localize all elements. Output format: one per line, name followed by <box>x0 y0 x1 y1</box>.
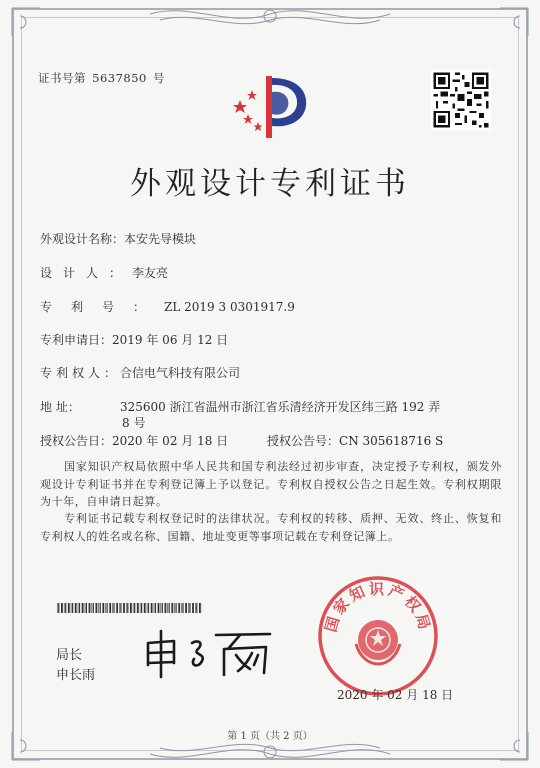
grant-number-label: 授权公告号： <box>267 434 340 448</box>
seal-text: 国家知识产权局 <box>321 580 435 635</box>
grant-date-value: 2020 年 02 月 18 日 <box>112 434 229 448</box>
designer-label: 设计人： <box>40 266 133 280</box>
grant-date-row <box>40 432 228 449</box>
certificate-number-label: 证书号第 <box>38 71 86 85</box>
certificate-number-suffix: 号 <box>153 71 166 85</box>
grant-date-label: 授权公告日： <box>40 434 113 448</box>
address-value-line2: 8 号 <box>122 416 146 430</box>
grant-number-value: CN 305618716 S <box>339 434 444 448</box>
page-footer: 第 1 页（共 2 页） <box>227 731 313 742</box>
filing-date-row <box>40 331 228 348</box>
certificate-number-value: 5637850 <box>92 71 147 85</box>
design-name-value: 本安先导模块 <box>124 232 197 246</box>
patentee-label: 专利权人： <box>40 366 121 380</box>
paragraph-grant: 国家知识产权局依照中华人民共和国专利法经过初步审查，决定授予专利权，颁发外观设计专利证书并在专利登记簿上予以登记。专利权自授权公告之日起生效。专利权期限为十年，自申请日起算。 <box>40 460 502 508</box>
filing-date-value: 2019 年 06 月 12 日 <box>112 333 229 347</box>
patent-office-logo-icon <box>226 70 312 142</box>
certificate-number <box>38 70 167 86</box>
address-value: 325600 浙江省温州市浙江省乐清经济开发区纬三路 192 弄 <box>120 400 441 414</box>
director-title: 局长 <box>56 648 83 663</box>
patentee-row <box>40 364 240 381</box>
address-label: 地 址： <box>40 400 80 414</box>
qr-code-icon <box>431 70 491 130</box>
grant-number-row <box>267 432 443 449</box>
patent-number-value: ZL 2019 3 0301917.9 <box>164 300 295 314</box>
patent-number-row <box>40 298 295 315</box>
director-signature <box>140 625 275 680</box>
patentee-value: 合信电气科技有限公司 <box>120 366 241 380</box>
designer-row <box>40 264 168 281</box>
official-seal-icon <box>316 574 440 698</box>
director-name: 申长雨 <box>56 668 96 683</box>
barcode-icon <box>57 603 202 613</box>
design-name-label: 外观设计名称： <box>40 232 125 246</box>
paragraph-legal-status: 专利证书记载专利权登记时的法律状况。专利权的转移、质押、无效、终止、恢复和专利权人的姓名或名称、国籍、地址变更等事项记载在专利登记簿上。 <box>40 512 502 543</box>
page-title: 外观设计专利证书 <box>130 166 410 202</box>
seal-date: 2020 年 02 月 18 日 <box>337 688 454 702</box>
designer-value: 李友亮 <box>132 266 169 280</box>
patent-number-label: 专利号： <box>40 300 165 314</box>
design-name-row <box>40 230 196 247</box>
address-row <box>40 398 440 415</box>
filing-date-label: 专利申请日： <box>40 333 113 347</box>
